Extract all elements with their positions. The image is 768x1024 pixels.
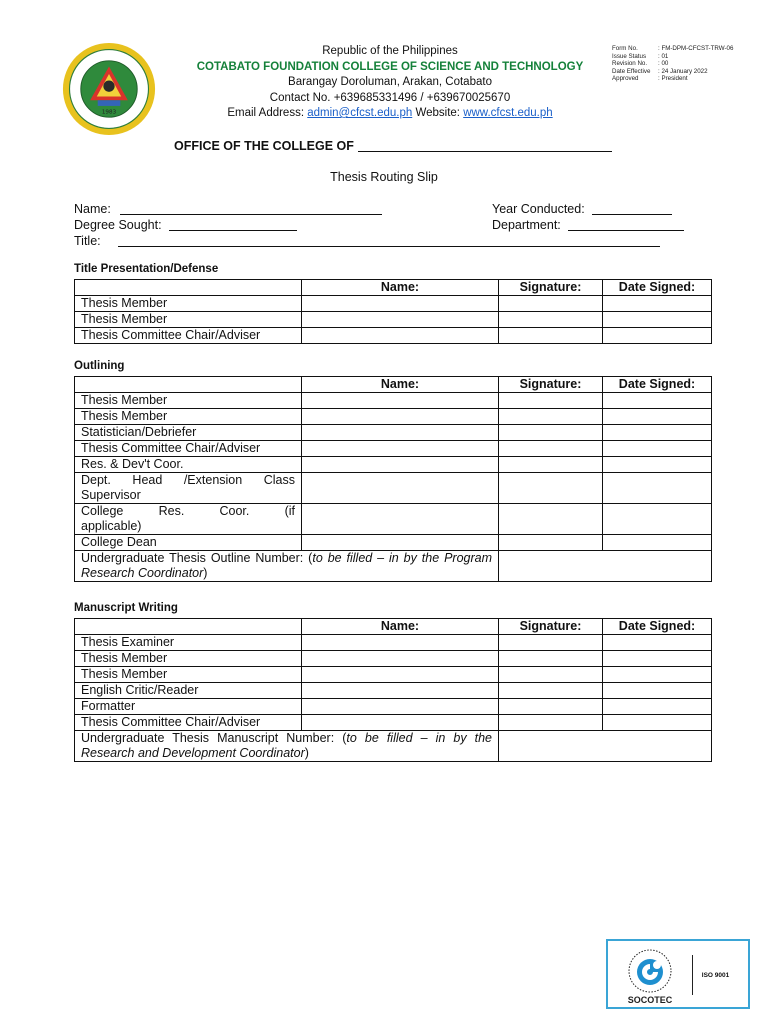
name-cell[interactable] bbox=[302, 473, 499, 504]
role-header-cell bbox=[75, 280, 302, 296]
signature-cell[interactable] bbox=[499, 683, 603, 699]
role-cell: Thesis Member bbox=[75, 409, 302, 425]
office-blank[interactable] bbox=[358, 151, 612, 152]
degree-label: Degree Sought: bbox=[74, 218, 162, 232]
outline-number-label: Undergraduate Thesis Outline Number: ( bbox=[81, 551, 313, 565]
table-row bbox=[75, 296, 712, 312]
date-cell[interactable] bbox=[603, 715, 712, 731]
approved-label: Approved bbox=[612, 75, 639, 83]
website-link[interactable]: www.cfcst.edu.ph bbox=[463, 107, 553, 119]
table-row bbox=[75, 551, 712, 582]
role-cell-dept-head bbox=[75, 473, 302, 504]
date-cell[interactable] bbox=[603, 409, 712, 425]
name-cell[interactable] bbox=[302, 651, 499, 667]
dept-head-line1: Dept. Head /Extension Class bbox=[81, 473, 295, 487]
table-row bbox=[75, 651, 712, 667]
signature-cell[interactable] bbox=[499, 312, 603, 328]
date-cell[interactable] bbox=[603, 683, 712, 699]
table-header-row bbox=[75, 280, 712, 296]
date-header: Date Signed: bbox=[603, 377, 712, 393]
date-header: Date Signed: bbox=[603, 619, 712, 635]
signature-cell[interactable] bbox=[499, 441, 603, 457]
outline-number-close: ) bbox=[203, 566, 208, 580]
role-cell: Statistician/Debriefer bbox=[75, 425, 302, 441]
name-field bbox=[74, 201, 382, 217]
signature-cell[interactable] bbox=[499, 473, 603, 504]
name-header: Name: bbox=[302, 619, 499, 635]
year-blank[interactable] bbox=[592, 214, 672, 215]
table-row bbox=[75, 393, 712, 409]
date-cell[interactable] bbox=[603, 699, 712, 715]
role-cell: Thesis Member bbox=[75, 393, 302, 409]
name-label: Name: bbox=[74, 202, 111, 216]
department-blank[interactable] bbox=[568, 230, 684, 231]
email-website-line bbox=[186, 106, 594, 122]
title-field bbox=[74, 233, 660, 249]
name-cell[interactable] bbox=[302, 699, 499, 715]
date-cell[interactable] bbox=[603, 393, 712, 409]
outline-number-label-cell bbox=[75, 551, 499, 582]
signature-cell[interactable] bbox=[499, 409, 603, 425]
role-cell: Thesis Member bbox=[75, 296, 302, 312]
role-cell: Thesis Member bbox=[75, 312, 302, 328]
name-cell[interactable] bbox=[302, 504, 499, 535]
table-row bbox=[75, 635, 712, 651]
issue-status-value: : 01 bbox=[658, 52, 669, 60]
signature-cell[interactable] bbox=[499, 328, 603, 344]
republic-line: Republic of the Philippines bbox=[322, 45, 458, 57]
signature-cell[interactable] bbox=[499, 457, 603, 473]
revision-value: : 00 bbox=[658, 60, 669, 68]
college-seal-logo bbox=[62, 42, 156, 136]
signature-cell[interactable] bbox=[499, 667, 603, 683]
name-header: Name: bbox=[302, 377, 499, 393]
revision-label: Revision No. bbox=[612, 60, 648, 68]
form-metadata bbox=[612, 45, 733, 83]
name-cell[interactable] bbox=[302, 393, 499, 409]
role-header-cell bbox=[75, 619, 302, 635]
contact-numbers: Contact No. +639685331496 / +639670025670 bbox=[269, 91, 511, 104]
name-blank[interactable] bbox=[120, 214, 382, 215]
manuscript-table bbox=[74, 618, 712, 762]
college-address: Barangay Doroluman, Arakan, Cotabato bbox=[288, 76, 492, 88]
date-cell[interactable] bbox=[603, 312, 712, 328]
table-row bbox=[75, 699, 712, 715]
website-label: Website: bbox=[415, 107, 460, 119]
table-row bbox=[75, 328, 712, 344]
slip-title: Thesis Routing Slip bbox=[330, 170, 438, 184]
form-no-value: : FM-DPM-CFCST-TRW-06 bbox=[658, 45, 734, 52]
date-effective-value: : 24 January 2022 bbox=[658, 67, 708, 75]
signature-cell[interactable] bbox=[499, 393, 603, 409]
svg-text:1983: 1983 bbox=[101, 109, 117, 116]
role-cell: Thesis Examiner bbox=[75, 635, 302, 651]
office-label: OFFICE OF THE COLLEGE OF bbox=[174, 139, 354, 153]
section-manuscript-label: Manuscript Writing bbox=[74, 602, 178, 614]
college-res-line1: College Res. Coor. (if bbox=[81, 504, 295, 518]
role-cell: Thesis Committee Chair/Adviser bbox=[75, 715, 302, 731]
form-no-label: Form No. bbox=[612, 45, 638, 52]
date-header: Date Signed: bbox=[603, 280, 712, 296]
manuscript-number-cell[interactable] bbox=[499, 731, 712, 762]
degree-blank[interactable] bbox=[169, 230, 297, 231]
signature-cell[interactable] bbox=[499, 504, 603, 535]
table-row bbox=[75, 457, 712, 473]
section-title-defense-label: Title Presentation/Defense bbox=[74, 263, 219, 275]
name-cell[interactable] bbox=[302, 715, 499, 731]
outlining-table bbox=[74, 376, 712, 582]
department-label: Department: bbox=[492, 218, 561, 232]
signature-cell[interactable] bbox=[499, 535, 603, 551]
iso-9001-label: ISO 9001 bbox=[692, 955, 738, 995]
year-label: Year Conducted: bbox=[492, 202, 585, 216]
role-cell: Thesis Member bbox=[75, 651, 302, 667]
college-res-line2: applicable) bbox=[81, 519, 142, 533]
name-cell[interactable] bbox=[302, 328, 499, 344]
name-cell[interactable] bbox=[302, 312, 499, 328]
name-header: Name: bbox=[302, 280, 499, 296]
table-row bbox=[75, 715, 712, 731]
socotec-wordmark: SOCOTEC bbox=[627, 995, 673, 1005]
dept-head-line2: Supervisor bbox=[81, 488, 141, 502]
signature-cell[interactable] bbox=[499, 699, 603, 715]
manuscript-number-note: to be filled – in by the Research and Development Coordinator bbox=[81, 731, 492, 760]
name-cell[interactable] bbox=[302, 667, 499, 683]
name-cell[interactable] bbox=[302, 683, 499, 699]
signature-cell[interactable] bbox=[499, 651, 603, 667]
name-cell[interactable] bbox=[302, 441, 499, 457]
email-link[interactable]: admin@cfcst.edu.ph bbox=[307, 107, 413, 119]
date-cell[interactable] bbox=[603, 535, 712, 551]
name-cell[interactable] bbox=[302, 457, 499, 473]
role-header-cell bbox=[75, 377, 302, 393]
outline-number-cell[interactable] bbox=[499, 551, 712, 582]
approved-value: : President bbox=[658, 75, 688, 83]
signature-header: Signature: bbox=[499, 280, 603, 296]
role-cell: Thesis Member bbox=[75, 667, 302, 683]
signature-cell[interactable] bbox=[499, 296, 603, 312]
section-outlining-label: Outlining bbox=[74, 360, 125, 372]
table-row bbox=[75, 409, 712, 425]
department-field bbox=[492, 217, 684, 233]
date-cell[interactable] bbox=[603, 651, 712, 667]
name-cell[interactable] bbox=[302, 635, 499, 651]
table-row bbox=[75, 441, 712, 457]
role-cell: College Dean bbox=[75, 535, 302, 551]
college-name: COTABATO FOUNDATION COLLEGE OF SCIENCE AND TECHNOLOGY bbox=[196, 60, 584, 73]
date-cell[interactable] bbox=[603, 635, 712, 651]
date-effective-label: Date Effective bbox=[612, 67, 651, 75]
date-cell[interactable] bbox=[603, 328, 712, 344]
socotec-certification-badge bbox=[606, 939, 750, 1009]
title-defense-table bbox=[74, 279, 712, 344]
manuscript-number-label-cell bbox=[75, 731, 499, 762]
signature-header: Signature: bbox=[499, 619, 603, 635]
year-field bbox=[492, 201, 672, 217]
name-cell[interactable] bbox=[302, 425, 499, 441]
table-row bbox=[75, 504, 712, 535]
degree-field bbox=[74, 217, 297, 233]
table-row bbox=[75, 731, 712, 762]
signature-header: Signature: bbox=[499, 377, 603, 393]
name-cell[interactable] bbox=[302, 409, 499, 425]
table-row bbox=[75, 473, 712, 504]
role-cell: English Critic/Reader bbox=[75, 683, 302, 699]
table-row bbox=[75, 667, 712, 683]
date-cell[interactable] bbox=[603, 457, 712, 473]
table-header-row bbox=[75, 619, 712, 635]
outline-number-note: to be filled – in by the Program Research Coordinator bbox=[81, 551, 492, 580]
title-label: Title: bbox=[74, 234, 101, 248]
role-cell: Formatter bbox=[75, 699, 302, 715]
table-row bbox=[75, 425, 712, 441]
date-cell[interactable] bbox=[603, 473, 712, 504]
role-cell: Thesis Committee Chair/Adviser bbox=[75, 441, 302, 457]
office-heading bbox=[174, 139, 612, 153]
issue-status-label: Issue Status bbox=[612, 52, 647, 60]
role-cell-college-res bbox=[75, 504, 302, 535]
letterhead bbox=[186, 44, 594, 122]
title-blank[interactable] bbox=[118, 246, 660, 247]
name-cell[interactable] bbox=[302, 535, 499, 551]
signature-cell[interactable] bbox=[499, 425, 603, 441]
table-row bbox=[75, 683, 712, 699]
role-cell: Thesis Committee Chair/Adviser bbox=[75, 328, 302, 344]
name-cell[interactable] bbox=[302, 296, 499, 312]
manuscript-number-close: ) bbox=[304, 746, 309, 760]
date-cell[interactable] bbox=[603, 296, 712, 312]
table-row bbox=[75, 535, 712, 551]
role-cell: Res. & Dev't Coor. bbox=[75, 457, 302, 473]
date-cell[interactable] bbox=[603, 441, 712, 457]
table-header-row bbox=[75, 377, 712, 393]
table-row bbox=[75, 312, 712, 328]
signature-cell[interactable] bbox=[499, 635, 603, 651]
signature-cell[interactable] bbox=[499, 715, 603, 731]
socotec-logo-icon bbox=[622, 945, 678, 995]
date-cell[interactable] bbox=[603, 425, 712, 441]
manuscript-number-label: Undergraduate Thesis Manuscript Number: ( bbox=[81, 731, 347, 745]
date-cell[interactable] bbox=[603, 504, 712, 535]
email-label: Email Address: bbox=[227, 107, 305, 119]
date-cell[interactable] bbox=[603, 667, 712, 683]
